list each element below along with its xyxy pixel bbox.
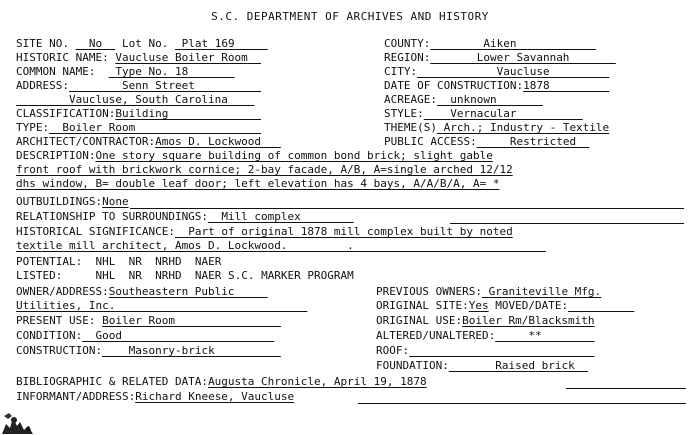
roof-value [409, 344, 594, 357]
architect-value: Amos D. Lockwood [155, 135, 262, 148]
potential-options: NHL NR NRHD NAER [95, 255, 222, 268]
theme-value: Arch.; Industry - Textile [443, 121, 610, 134]
region-value: Lower Savannah [476, 51, 570, 64]
public-access-label: PUBLIC ACCESS: [384, 135, 477, 148]
listed-label: LISTED: [16, 269, 63, 282]
significance-line-2: textile mill architect, Amos D. Lockwood. . [16, 239, 354, 252]
city-row [384, 66, 609, 78]
architect-row [16, 136, 281, 148]
roof-row [376, 345, 595, 357]
date-value: 1878 [523, 79, 550, 92]
original-site-row [376, 300, 634, 312]
acreage-value: unknown [450, 93, 497, 106]
outbuildings-rule [130, 208, 684, 209]
original-use-value: Boiler Rm/Blacksmith [462, 314, 595, 327]
style-label: STYLE: [384, 107, 424, 120]
construction-label: CONSTRUCTION: [16, 344, 103, 357]
condition-value: Good [95, 329, 122, 342]
relationship-row [16, 211, 354, 223]
significance-row-2 [16, 240, 546, 252]
theme-row [384, 122, 609, 134]
present-use-value: Boiler Room [102, 314, 175, 327]
region-row [384, 52, 616, 64]
county-row [384, 38, 596, 50]
site-no-row [16, 38, 268, 50]
foundation-value: Raised brick [495, 359, 575, 372]
significance-mark: . [347, 239, 354, 252]
moved-value [568, 299, 634, 312]
bibliographic-rule [566, 388, 686, 389]
stamp-mark [0, 404, 36, 435]
outbuildings-row [16, 196, 129, 208]
acreage-label: ACREAGE: [384, 93, 437, 106]
architect-label: ARCHITECT/CONTRACTOR: [16, 135, 156, 148]
foundation-label: FOUNDATION: [376, 359, 449, 372]
significance-row [16, 226, 513, 238]
listed-options: NHL NR NRHD NAER [95, 269, 222, 282]
type-label: TYPE: [16, 121, 50, 134]
previous-owners-row [376, 286, 601, 298]
informant-value: Richard Kneese, Vaucluse [135, 390, 295, 403]
relationship-rule [450, 223, 684, 224]
theme-label: THEME(S) [384, 121, 437, 134]
common-name-label: COMMON NAME: [16, 65, 96, 78]
address-value-1: Senn Street [121, 79, 195, 92]
potential-label: POTENTIAL: [16, 255, 83, 268]
informant-label: INFORMANT/ADDRESS: [16, 390, 136, 403]
address-row [16, 80, 261, 92]
date-row [384, 80, 609, 92]
owner-value-2: Utilities, Inc. [16, 299, 116, 312]
relationship-label: RELATIONSHIP TO SURROUNDINGS: [16, 210, 209, 223]
historic-name-row [16, 52, 261, 64]
address-row-2 [16, 94, 254, 106]
public-access-value: Restricted [509, 135, 577, 148]
type-value: Boiler Room [62, 121, 136, 134]
county-label: COUNTY: [384, 37, 431, 50]
site-no-label: SITE NO. [16, 37, 69, 50]
lot-no-value: Plat 169 [181, 37, 235, 50]
present-use-row [16, 315, 281, 327]
bibliographic-row [16, 376, 427, 388]
altered-value: ** [528, 329, 542, 342]
description-line-2: front roof with brickwork cornice; 2-bay facade, A/B, A=single arched 12/12 [16, 163, 513, 176]
previous-owners-value: Graniteville Mfg. [488, 285, 602, 298]
outbuildings-value: None [102, 195, 129, 208]
owner-row [16, 286, 268, 298]
description-row [16, 150, 493, 162]
potential-row [16, 256, 221, 268]
description-line-1: One story square building of common bond brick; slight gable [95, 149, 493, 162]
classification-label: CLASSIFICATION: [16, 107, 116, 120]
description-line-3: dhs window, B= double leaf door; left elevation has 4 bays, A/A/B/A, A= * [16, 177, 500, 190]
relationship-value: Mill complex [221, 210, 301, 223]
public-access-row [384, 136, 589, 148]
owner-row-2 [16, 300, 307, 312]
original-use-label: ORIGINAL USE: [376, 314, 463, 327]
address-value-2: Vaucluse, South Carolina [68, 93, 228, 106]
city-label: CITY: [384, 65, 418, 78]
original-site-value: Yes [468, 299, 489, 312]
type-row [16, 122, 261, 134]
altered-label: ALTERED/UNALTERED: [376, 329, 496, 342]
foundation-row [376, 360, 588, 372]
lot-no-label: Lot No. [121, 37, 169, 50]
moved-label: MOVED/DATE: [495, 299, 569, 312]
common-name-value: Type No. 18 [115, 65, 189, 78]
significance-label: HISTORICAL SIGNIFICANCE: [16, 225, 175, 238]
altered-row [376, 330, 595, 342]
informant-row [16, 391, 294, 403]
original-site-label: ORIGINAL SITE: [376, 299, 469, 312]
description-label: DESCRIPTION: [16, 149, 96, 162]
marker-program: S.C. MARKER PROGRAM [227, 269, 354, 282]
form-header: S.C. DEPARTMENT OF ARCHIVES AND HISTORY [211, 10, 489, 23]
significance-line-1: Part of original 1878 mill complex built by noted [188, 225, 513, 238]
condition-row [16, 330, 274, 342]
owner-label: OWNER/ADDRESS: [16, 285, 109, 298]
historic-name-value: Vaucluse Boiler Room [115, 51, 248, 64]
roof-label: ROOF: [376, 344, 410, 357]
acreage-row [384, 94, 543, 106]
county-value: Aiken [483, 37, 517, 50]
outbuildings-label: OUTBUILDINGS: [16, 195, 103, 208]
listed-row [16, 270, 354, 282]
present-use-label: PRESENT USE: [16, 314, 96, 327]
city-value: Vaucluse [496, 65, 550, 78]
style-row [384, 108, 583, 120]
classification-row [16, 108, 261, 120]
common-name-row [16, 66, 235, 78]
address-label: ADDRESS: [16, 79, 69, 92]
owner-value-1: Southeastern Public [108, 285, 235, 298]
construction-value: Masonry-brick [128, 344, 215, 357]
previous-owners-label: PREVIOUS OWNERS: [376, 285, 482, 298]
date-label: DATE OF CONSTRUCTION: [384, 79, 524, 92]
condition-label: CONDITION: [16, 329, 83, 342]
construction-row [16, 345, 281, 357]
style-value: Vernacular [450, 107, 517, 120]
site-no-value: No [88, 37, 103, 50]
original-use-row [376, 315, 595, 327]
classification-value: Building [115, 107, 169, 120]
bibliographic-label: BIBLIOGRAPHIC & RELATED DATA: [16, 375, 209, 388]
informant-rule [358, 403, 686, 404]
historic-name-label: HISTORIC NAME: [16, 51, 109, 64]
bibliographic-value: Augusta Chronicle, April 19, 1878 [208, 375, 427, 388]
region-label: REGION: [384, 51, 431, 64]
